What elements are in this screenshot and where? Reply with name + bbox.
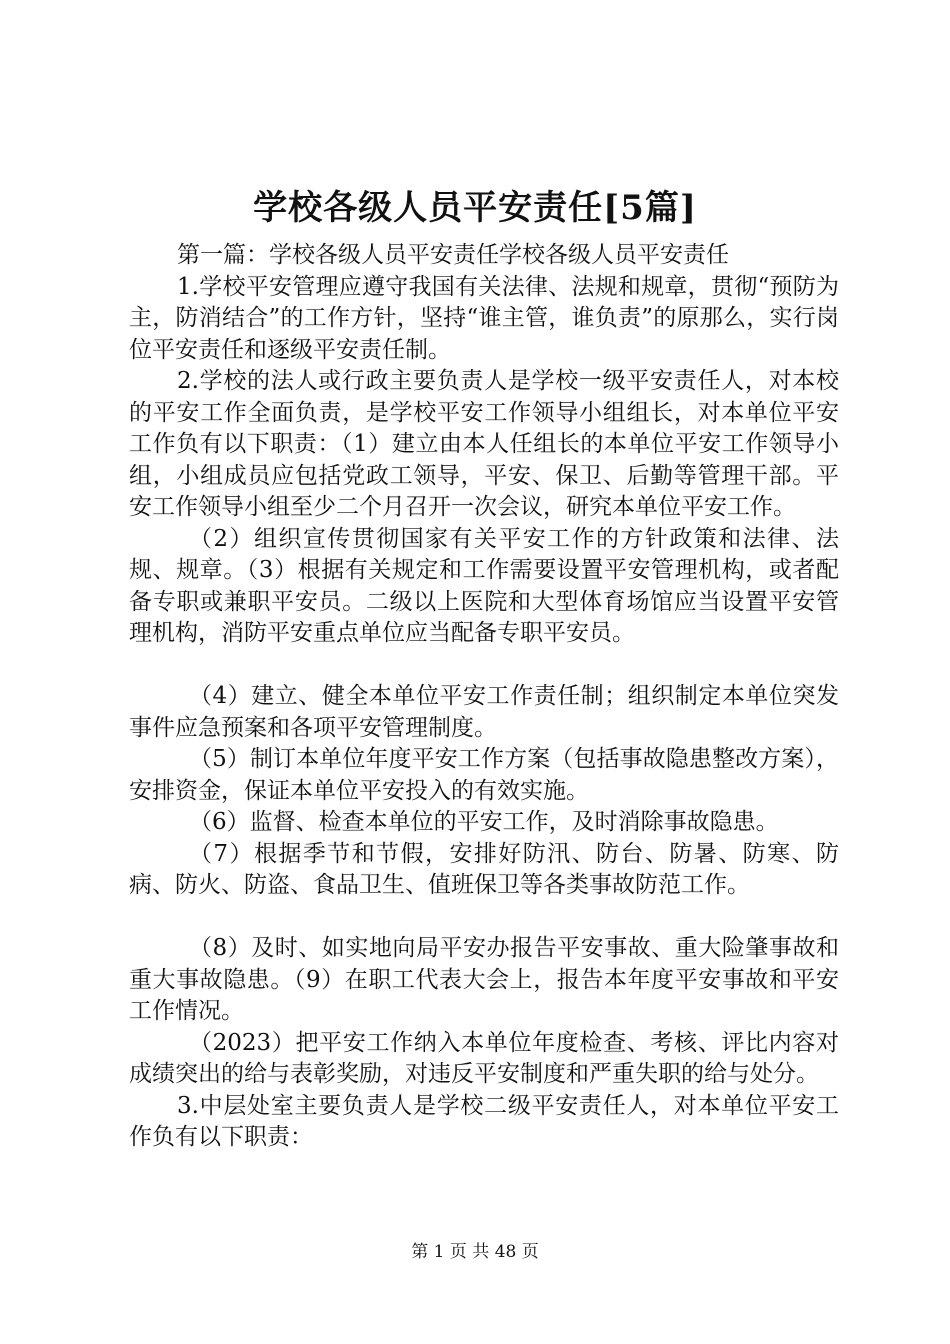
paragraph-duty-2-3: （2）组织宣传贯彻国家有关平安工作的方针政策和法律、法规、规章。（3）根据有关规定和工作需要设置平安管理机构，或者配备专职或兼职平安员。二级以上医院和大型体育场馆应当设置平安管理机构，消防平安重点单位应当配备专职平安员。 [129,525,839,646]
paragraph-item-3: 3.中层处室主要负责人是学校二级平安责任人，对本单位平安工作负有以下职责： [129,1092,839,1150]
document-body [129,240,839,1154]
paragraph-item-2: 2.学校的法人或行政主要负责人是学校一级平安责任人，对本校的平安工作全面负责，是学校平安工作领导小组组长，对本单位平安工作负有以下职责：（1）建立由本人任组长的本单位平安工作领导小组，小组成员应包括党政工领导，平安、保卫、后勤等管理干部。平安工作领导小组至少二个月召开一次会议，研究本单位平安工作。 [129,368,839,520]
paragraph-duty-8-9: （8）及时、如实地向局平安办报告平安事故、重大险肇事故和重大事故隐患。（9）在职工代表大会上，报告本年度平安事故和平安工作情况。 [129,935,839,1024]
page-number-footer: 第 1 页 共 48 页 [411,1242,539,1262]
paragraph-item-1: 1.学校平安管理应遵守我国有关法律、法规和规章，贯彻“预防为主，防消结合”的工作方针，坚持“谁主管，谁负责”的原那么，实行岗位平安责任和逐级平安责任制。 [129,273,839,363]
paragraph-duty-6: （6）监督、检查本单位的平安工作，及时消除事故隐患。 [189,809,779,835]
paragraph-duty-5: （5）制订本单位年度平安工作方案（包括事故隐患整改方案），安排资金，保证本单位平安投入的有效实施。 [129,746,839,804]
paragraph-duty-7: （7）根据季节和节假，安排好防汛、防台、防暑、防寒、防病、防火、防盗、食品卫生、值班保卫等各类事故防范工作。 [129,840,839,898]
paragraph-duty-4: （4）建立、健全本单位平安工作责任制；组织制定本单位突发事件应急预案和各项平安管理制度。 [129,683,839,741]
paragraph-duty-10: （2023）把平安工作纳入本单位年度检查、考核、评比内容对成绩突出的给与表彰奖励，对违反平安制度和严重失职的给与处分。 [129,1029,839,1087]
page-title: 学校各级人员平安责任[5篇] [253,188,697,228]
paragraph-section-heading: 第一篇：学校各级人员平安责任学校各级人员平安责任 [177,242,729,268]
